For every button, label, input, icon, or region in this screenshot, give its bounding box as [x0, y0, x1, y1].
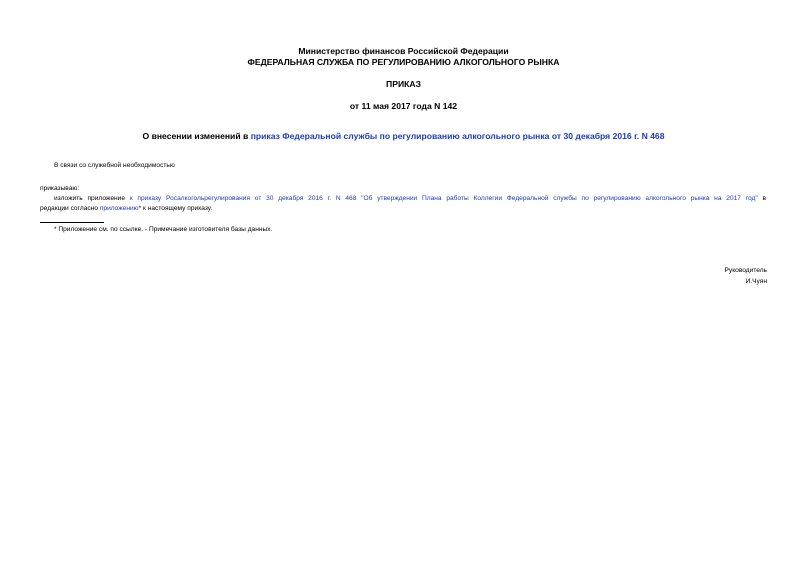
order-paragraph-line-1 [40, 194, 766, 204]
signature-position: Руководитель [724, 267, 767, 274]
order-paragraph-line-2 [40, 204, 212, 214]
appendix-link[interactable]: приложению [99, 205, 139, 212]
title-prefix: О внесении изменений в [142, 131, 251, 141]
order-468-link[interactable]: к приказу Росалкогольрегулирования от 30 декабря 2016 г. N 468 "Об утверждении Плана работы Коллегии Федеральной службы по регулированию алкогольного рынка на 2017 год" [129, 195, 758, 202]
para-mid-wrap: в [757, 195, 766, 202]
document-title [0, 131, 807, 142]
para-end: * к настоящему приказу. [138, 205, 213, 212]
footnote-text: * Приложение см. по ссылке. - Примечание изготовителя базы данных. [54, 226, 273, 233]
agency-name: ФЕДЕРАЛЬНАЯ СЛУЖБА ПО РЕГУЛИРОВАНИЮ АЛКОГОЛЬНОГО РЫНКА [247, 57, 560, 67]
footnote-divider [40, 222, 104, 223]
intro-text: В связи со служебной необходимостью [54, 162, 175, 169]
ministry-name: Министерство финансов Российской Федерации [298, 46, 509, 56]
title-order-link[interactable]: приказ Федеральной службы по регулированию алкогольного рынка от 30 декабря 2016 г. N 468 [250, 131, 665, 141]
document-type: ПРИКАЗ [386, 79, 421, 89]
order-word: приказываю: [40, 185, 80, 192]
signature-name: И.Чуян [745, 278, 767, 285]
para-mid: редакции согласно [40, 205, 100, 212]
document-date-number: от 11 мая 2017 года N 142 [349, 101, 458, 111]
para-start: изложить приложение [54, 195, 130, 202]
